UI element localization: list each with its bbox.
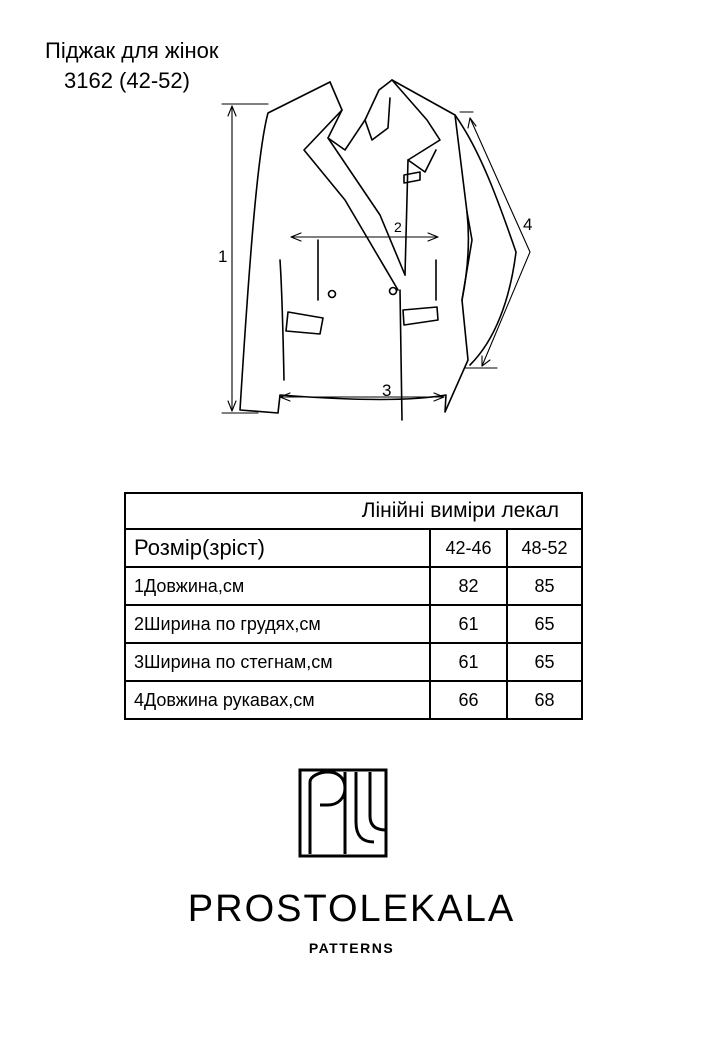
table-title-row [125,493,582,529]
dimension-label-4: 4 [523,215,533,234]
table-row [125,567,582,605]
row-value: 61 [430,605,507,643]
brand-logo-icon [298,768,390,858]
table-row [125,643,582,681]
dimension-label-1: 1 [218,247,228,266]
hip-pocket-left [286,312,323,334]
hip-pocket-right [403,307,438,325]
row-label: 2Ширина по грудях,см [125,605,430,643]
row-value: 68 [507,681,582,719]
row-value: 65 [507,643,582,681]
jacket-outline [240,80,472,413]
dimension-label-2: 2 [394,219,402,235]
jacket-sketch [0,0,703,440]
row-value: 82 [430,567,507,605]
size-label: Розмір(зріст) [125,529,430,567]
row-label: 1Довжина,см [125,567,430,605]
row-label: 3Ширина по стегнам,см [125,643,430,681]
table-header-row [125,529,582,567]
row-value: 85 [507,567,582,605]
row-value: 61 [430,643,507,681]
row-label: 4Довжина рукавах,см [125,681,430,719]
measurements-table [124,492,583,720]
table-title: Лінійні виміри лекал [125,493,582,529]
brand-name: PROSTOLEKALA [187,888,516,930]
size-range-2: 48-52 [507,529,582,567]
brand-subtitle: PATTERNS [308,940,395,956]
product-code: 3162 (42-52) [64,68,190,93]
table-row [125,605,582,643]
table-row [125,681,582,719]
size-range-1: 42-46 [430,529,507,567]
product-title: Піджак для жінок [45,38,219,63]
breast-pocket [404,172,420,183]
row-value: 65 [507,605,582,643]
row-value: 66 [430,681,507,719]
button-1 [329,291,336,298]
button-2 [390,288,397,295]
dimension-label-3: 3 [382,381,392,400]
